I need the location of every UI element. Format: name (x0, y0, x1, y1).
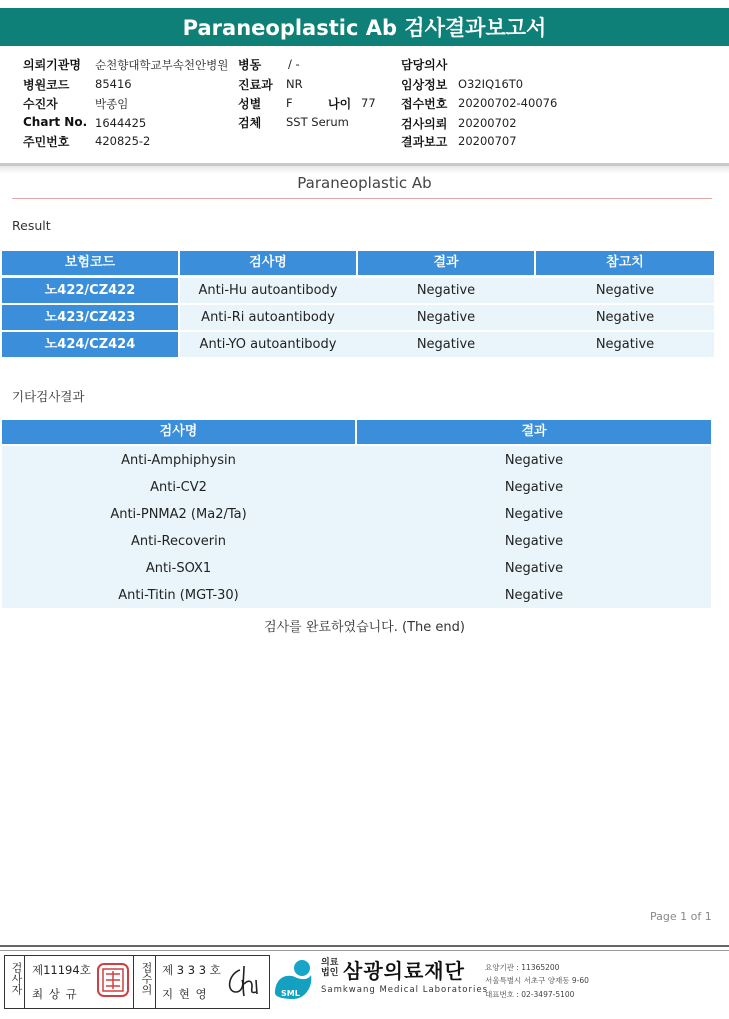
other-test-name-cell: Anti-Titin (MGT-30) (118, 588, 239, 603)
footer-divider-thin (0, 950, 729, 951)
age-label: 나이 (328, 97, 352, 111)
sig-divider (24, 955, 25, 1009)
report-date-value: 20200707 (458, 134, 517, 148)
resident-label: 주민번호 (23, 135, 70, 149)
receiver-name: 지 현 영 (162, 987, 208, 1001)
test-name-cell: Anti-YO autoantibody (180, 332, 356, 357)
other-test-name-cell: Anti-PNMA2 (Ma2/Ta) (110, 507, 247, 522)
insurance-code-cell: 노422/CZ422 (2, 278, 178, 303)
other-result-cell: Negative (504, 588, 564, 603)
test-name-cell: Anti-Ri autoantibody (180, 305, 356, 330)
result-cell: Negative (358, 278, 534, 303)
inspector-seal-icon (96, 962, 130, 998)
sig-divider (133, 955, 134, 1009)
th-reference: 참고치 (536, 251, 714, 275)
info-shadow (0, 166, 729, 174)
org-english: Samkwang Medical Laboratories (321, 985, 489, 995)
section-title: Paraneoplastic Ab (297, 174, 432, 192)
sex-value: F (286, 96, 293, 110)
other-results-label: 기타검사결과 (12, 389, 85, 404)
insurance-code-cell: 노423/CZ423 (2, 305, 178, 330)
doctor-label: 담당의사 (401, 58, 448, 72)
test-name-cell: Anti-Hu autoantibody (180, 278, 356, 303)
insurance-code-cell: 노424/CZ424 (2, 332, 178, 357)
other-result-cell: Negative (504, 561, 564, 576)
hospital-code-value: 85416 (95, 77, 132, 91)
org-prefix: 의료법인 (321, 958, 339, 978)
ward-value: / - (288, 57, 300, 71)
section-divider (12, 198, 712, 199)
clinical-info-value: O32IQ16T0 (458, 77, 524, 91)
th-test-name: 검사명 (180, 251, 356, 275)
chart-value: 1644425 (95, 116, 147, 130)
th-result: 결과 (358, 251, 534, 275)
other-test-name-cell: Anti-SOX1 (145, 561, 212, 576)
specimen-label: 검체 (238, 116, 262, 130)
sml-logo-text: SML (281, 989, 300, 998)
request-label: 검사의뢰 (401, 117, 448, 131)
sex-label: 성별 (238, 97, 262, 111)
other-result-cell: Negative (504, 507, 564, 522)
patient-label: 수진자 (23, 97, 58, 111)
other-result-cell: Negative (504, 480, 564, 495)
reception-value: 20200702-40076 (458, 96, 558, 110)
other-result-cell: Negative (504, 453, 564, 468)
report-date-label: 결과보고 (401, 135, 448, 149)
reference-cell: Negative (536, 305, 714, 330)
th-insurance-code: 보험코드 (2, 251, 178, 275)
reference-cell: Negative (536, 332, 714, 357)
org-name: 삼광의료재단 (343, 959, 465, 983)
org-phone: 대표번호 : 02-3497-5100 (485, 990, 575, 999)
result-cell: Negative (358, 332, 534, 357)
sig-divider (155, 955, 156, 1009)
th-other-result: 결과 (357, 420, 711, 444)
resident-value: 420825-2 (95, 134, 151, 148)
inspector-license: 제11194호 (32, 963, 91, 977)
institution-label: 의뢰기관명 (23, 58, 81, 72)
patient-value: 박종임 (95, 97, 129, 111)
th-other-test-name: 검사명 (2, 420, 355, 444)
footer-divider (0, 945, 729, 947)
request-value: 20200702 (458, 116, 517, 130)
org-address: 서울특별시 서초구 양재동 9-60 (485, 976, 589, 985)
result-cell: Negative (358, 305, 534, 330)
sml-logo-icon (271, 957, 317, 1003)
other-test-name-cell: Anti-Recoverin (131, 534, 226, 549)
other-test-name-cell: Anti-CV2 (150, 480, 207, 495)
inspector-name: 최 상 규 (32, 987, 78, 1001)
page-number: Page 1 of 1 (650, 910, 712, 923)
receiver-label: 접수의 (140, 962, 153, 995)
inspector-label: 검사자 (10, 962, 23, 995)
reference-cell: Negative (536, 278, 714, 303)
reception-label: 접수번호 (401, 97, 448, 111)
institution-value: 순천향대학교부속천안병원 (95, 58, 229, 72)
clinical-info-label: 임상정보 (401, 78, 448, 92)
org-code: 요양기관 : 11365200 (485, 963, 560, 972)
other-test-name-cell: Anti-Amphiphysin (121, 453, 236, 468)
specimen-value: SST Serum (286, 115, 349, 129)
ward-label: 병동 (238, 58, 262, 72)
end-text: 검사를 완료하였습니다. (The end) (264, 620, 465, 635)
receiver-signature-icon (222, 962, 262, 1000)
age-value: 77 (361, 96, 376, 110)
chart-label: Chart No. (23, 115, 88, 129)
other-result-cell: Negative (504, 534, 564, 549)
department-label: 진료과 (238, 78, 273, 92)
receiver-license: 제 3 3 3 호 (162, 963, 221, 977)
department-value: NR (286, 77, 303, 91)
hospital-code-label: 병원코드 (23, 78, 70, 92)
result-label: Result (12, 218, 51, 233)
report-title: Paraneoplastic Ab 검사결과보고서 (0, 8, 729, 46)
